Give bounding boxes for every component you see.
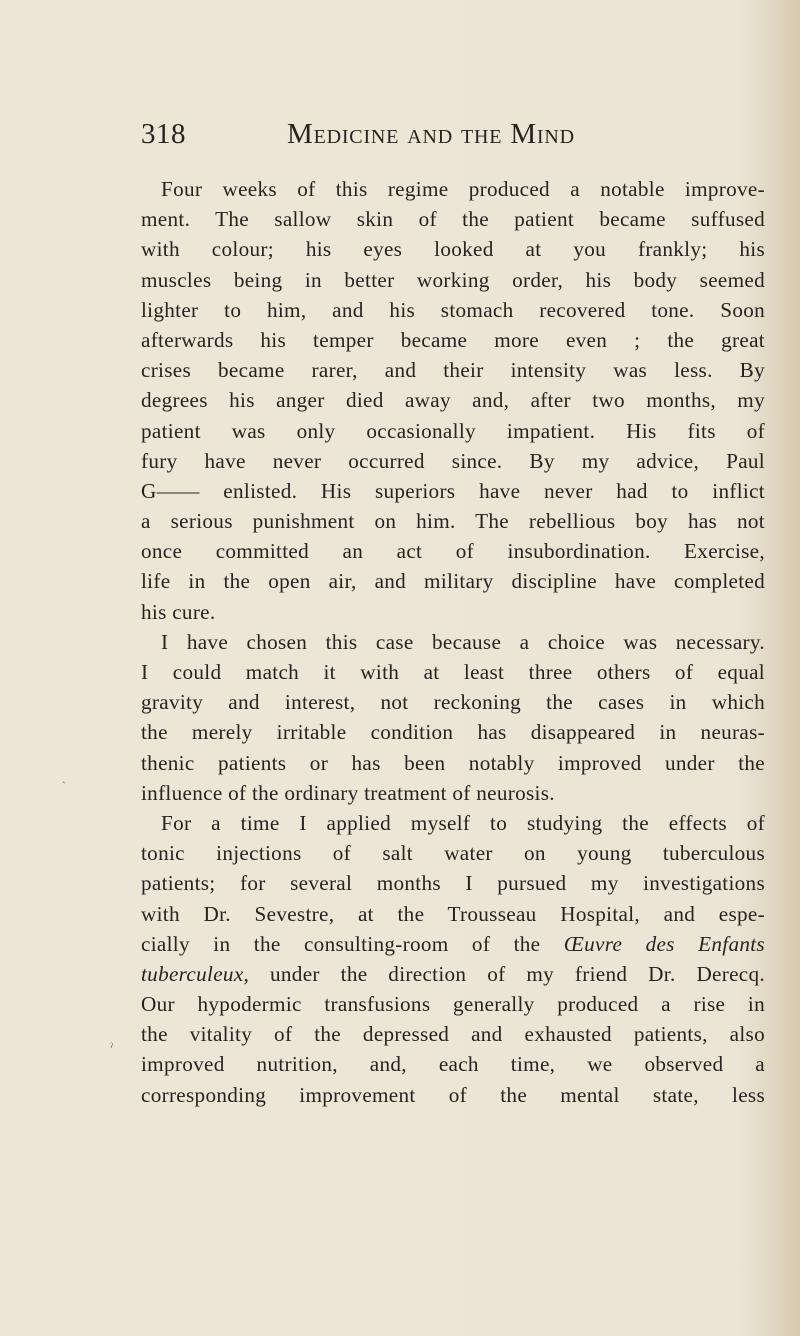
text-line — [141, 989, 765, 1019]
margin-speck: ˀ — [110, 1040, 113, 1054]
text-line — [141, 446, 765, 476]
line-text: patients; for several months I pursued my investigations — [141, 871, 765, 896]
line-text: his cure. — [141, 599, 216, 624]
line-text: under the direction of my friend Dr. Derecq. — [249, 961, 765, 986]
body-text — [141, 174, 765, 1110]
line-text: I could match it with at least three others of equal — [141, 660, 765, 684]
line-text: improved nutrition, and, each time, we observed a — [141, 1052, 765, 1077]
line-text: muscles being in better working order, his body seemed — [141, 267, 765, 292]
line-text: fury have never occurred since. By my advice, Paul — [141, 448, 765, 473]
text-line — [141, 929, 765, 959]
running-title: Medicine and the Mind — [287, 118, 575, 150]
text-line — [141, 204, 765, 234]
line-text: with Dr. Sevestre, at the Trousseau Hospital, and espe- — [141, 901, 765, 926]
text-line — [141, 687, 765, 717]
text-line — [141, 597, 765, 627]
text-line — [141, 838, 765, 868]
line-text: degrees his anger died away and, after two months, my — [141, 388, 765, 413]
line-text: tonic injections of salt water on young tuberculous — [141, 841, 765, 866]
text-line — [141, 627, 765, 657]
italic-text: tuberculeux, — [141, 961, 250, 986]
text-line — [141, 808, 765, 838]
text-line — [141, 778, 765, 808]
line-text: once committed an act of insubordination. Exercise, — [141, 539, 765, 564]
line-text: crises became rarer, and their intensity was less. By — [141, 358, 765, 383]
text-line — [141, 1080, 765, 1110]
line-text: lighter to him, and his stomach recovered tone. Soon — [141, 297, 765, 322]
line-text: a serious punishment on him. The rebellious boy has not — [141, 509, 765, 534]
line-text: life in the open air, and military discipline have completed — [141, 569, 765, 594]
text-line — [141, 265, 765, 295]
line-text: the vitality of the depressed and exhausted patients, also — [141, 1022, 765, 1047]
text-line — [141, 416, 765, 446]
line-text: thenic patients or has been notably improved under the — [141, 750, 765, 775]
line-text: with colour; his eyes looked at you frankly; his — [141, 237, 765, 262]
line-text: afterwards his temper became more even ; the great — [141, 327, 765, 352]
line-text: gravity and interest, not reckoning the cases in which — [141, 690, 765, 715]
text-line — [141, 536, 765, 566]
page-number: 318 — [141, 118, 186, 150]
text-line — [141, 566, 765, 596]
line-text: I have chosen this case because a choice was necessary. — [161, 629, 765, 654]
text-line — [141, 717, 765, 747]
margin-speck: ˎ — [62, 770, 66, 784]
text-line — [141, 657, 765, 687]
text-line — [141, 1049, 765, 1079]
line-text: patient was only occasionally impatient. His fits of — [141, 418, 765, 443]
text-line — [141, 355, 765, 385]
line-text: cially in the consulting-room of the — [141, 931, 541, 956]
text-line — [141, 295, 765, 325]
text-line — [141, 385, 765, 415]
line-text: For a time I applied myself to studying the effects of — [161, 810, 765, 835]
text-line — [141, 234, 765, 264]
line-text: influence of the ordinary treatment of neurosis. — [141, 780, 555, 805]
running-head — [141, 118, 765, 158]
text-line — [141, 476, 765, 506]
line-text: G—— enlisted. His superiors have never had to inflict — [141, 478, 765, 503]
text-line — [141, 868, 765, 898]
text-line — [141, 1019, 765, 1049]
line-text: the merely irritable condition has disappeared in neuras- — [141, 720, 765, 745]
italic-text: Œuvre des Enfants — [563, 931, 765, 956]
line-text: corresponding improvement of the mental state, less — [141, 1082, 765, 1107]
text-line — [141, 174, 765, 204]
line-text: Our hypodermic transfusions generally produced a rise in — [141, 992, 765, 1017]
text-line — [141, 325, 765, 355]
text-line — [141, 899, 765, 929]
line-text: Four weeks of this regime produced a notable improve- — [161, 177, 765, 201]
line-text: ment. The sallow skin of the patient became suffused — [141, 207, 765, 232]
text-line — [141, 506, 765, 536]
text-line — [141, 959, 765, 989]
text-line — [141, 748, 765, 778]
